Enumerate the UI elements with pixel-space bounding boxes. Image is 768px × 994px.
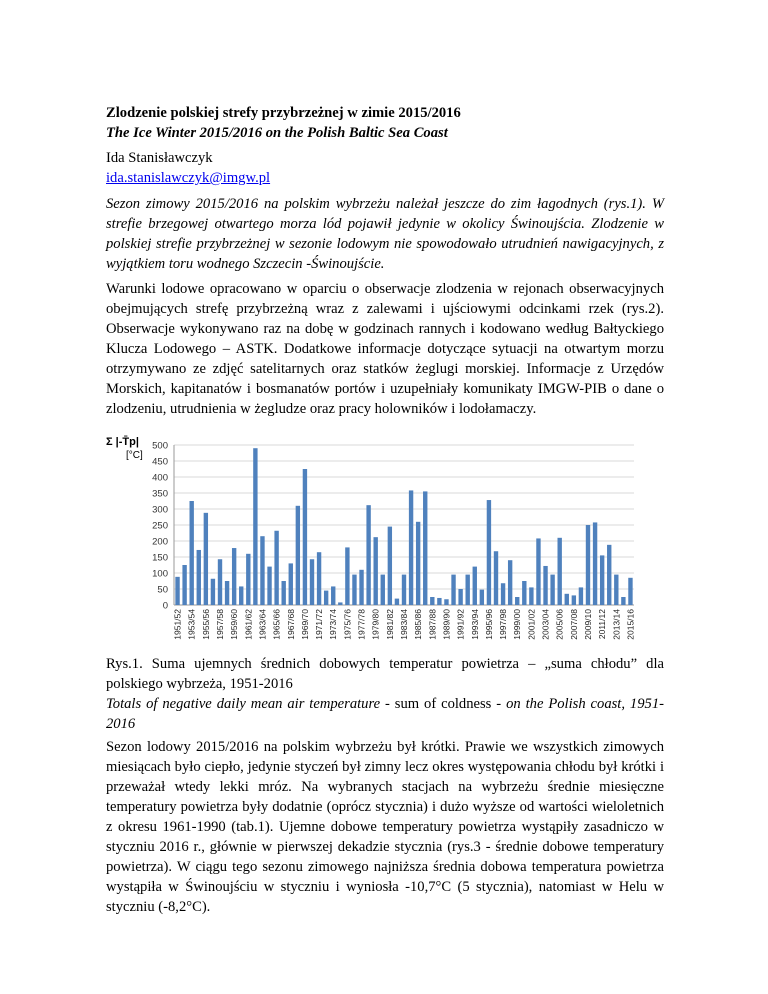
y-tick-label: 450	[152, 456, 168, 468]
bar-2001-02	[529, 587, 533, 605]
x-tick-label: 2011/12	[597, 609, 608, 640]
bar-1995-96	[487, 500, 491, 605]
bar-1990-91	[451, 575, 455, 605]
bar-2002-03	[536, 538, 540, 605]
x-tick-label: 1993/94	[469, 609, 480, 640]
bar-1970-71	[310, 559, 314, 605]
bar-1989-90	[444, 599, 448, 605]
x-tick-label: 1961/62	[243, 609, 254, 640]
x-tick-label: 1981/82	[384, 609, 395, 640]
bar-1979-80	[373, 537, 377, 605]
bar-1963-64	[260, 536, 264, 605]
bar-1969-70	[303, 469, 307, 605]
y-tick-label: 350	[152, 488, 168, 500]
x-tick-label: 1983/84	[399, 609, 409, 640]
author-block	[106, 148, 664, 188]
methods-paragraph: Warunki lodowe opracowano w oparciu o obserwacje zlodzenia w rejonach obserwacyjnych obejmujących strefę przybrzeżną wraz z zalewami i ujściowymi odcinkami rzek (rys.2). Obserwacje wykonywano raz na dobę w godzinach rannych i kodowano według Bałtyckiego Klucza Lodowego – ASTK. Dodatkowe informacje dotyczące sytuacji na otwartym morzu otrzymywano ze zdjęć satelitarnych oraz statków żeglugi morskiej. Informacje z Urzędów Morskich, kapitanatów i bosmanatów portów i uzupełniały komunikaty IMGW-PIB o dane o zlodzeniu, utrudnienia w żegludze oraz pracy holowników i lodołamaczy.	[106, 281, 664, 417]
x-tick-label: 1965/66	[271, 609, 282, 640]
chart-bars	[175, 448, 632, 605]
x-axis-ticks	[173, 609, 636, 640]
x-tick-label: 1971/72	[314, 609, 325, 640]
bar-2015-16	[628, 578, 632, 605]
x-tick-label: 2005/06	[554, 609, 565, 640]
bar-1986-87	[423, 491, 427, 605]
bar-1987-88	[430, 597, 434, 605]
bar-1954-55	[197, 550, 201, 605]
bar-2010-11	[593, 522, 597, 605]
bar-1977-78	[359, 570, 363, 605]
bar-1988-89	[437, 598, 441, 605]
bar-1959-60	[232, 548, 236, 605]
sum-of-coldness-chart	[104, 435, 640, 645]
bar-2014-15	[621, 597, 625, 605]
x-tick-label: 1959/60	[229, 609, 240, 640]
abstract: Sezon zimowy 2015/2016 na polskim wybrzeżu należał jeszcze do zim łagodnych (rys.1). W strefie brzegowej otwartego morza lód pojawił jedynie w okolicy Świnoujścia. Zlodzenie w polskiej strefie przybrzeżnej w sezonie lodowym nie spowodowało utrudnień nawigacyjnych, z wyjątkiem toru wodnego Szczecin -Świnoujście.	[106, 196, 664, 272]
bar-1985-86	[416, 522, 420, 605]
x-tick-label: 1963/64	[257, 609, 268, 640]
bar-1958-59	[225, 581, 229, 605]
bar-1978-79	[366, 505, 370, 605]
x-tick-label: 1985/86	[413, 609, 424, 640]
bar-1983-84	[402, 575, 406, 605]
bar-1982-83	[395, 599, 399, 605]
bar-1971-72	[317, 552, 321, 605]
x-tick-label: 2015/16	[625, 609, 636, 640]
x-tick-label: 1951/52	[172, 609, 183, 640]
x-tick-label: 2001/02	[526, 609, 537, 640]
bar-1973-74	[331, 586, 335, 605]
bar-1964-65	[267, 567, 271, 605]
bar-1996-97	[494, 551, 498, 605]
author-name: Ida Stanisławczyk	[106, 150, 213, 166]
bar-1966-67	[281, 581, 285, 605]
bar-1993-94	[473, 567, 477, 605]
bar-1961-62	[246, 554, 250, 605]
x-tick-label: 1969/70	[299, 609, 310, 640]
bar-1952-53	[182, 565, 186, 605]
x-tick-label: 1953/54	[186, 609, 197, 640]
y-tick-label: 400	[152, 472, 168, 484]
bar-2011-12	[600, 555, 604, 605]
x-tick-label: 1957/58	[215, 609, 225, 640]
bar-2013-14	[614, 575, 618, 605]
bar-1967-68	[289, 563, 293, 605]
y-tick-label: 500	[152, 440, 168, 452]
bar-1965-66	[274, 531, 278, 605]
bar-1951-52	[175, 577, 179, 605]
x-tick-label: 1999/00	[512, 609, 523, 640]
bar-1980-81	[381, 575, 385, 605]
x-tick-label: 2007/08	[568, 609, 579, 640]
bar-1962-63	[253, 448, 257, 605]
x-tick-label: 2009/10	[583, 609, 593, 640]
x-tick-label: 1987/88	[427, 609, 438, 640]
author-email-link[interactable]: ida.stanislawczyk@imgw.pl	[106, 170, 271, 186]
bar-2000-01	[522, 581, 526, 605]
y-tick-label: 0	[162, 600, 168, 612]
y-tick-label: 300	[152, 504, 168, 516]
y-axis-label-symbol: Σ |-T̄p|	[106, 436, 139, 448]
bar-1968-69	[296, 506, 300, 605]
title-polish: Zlodzenie polskiej strefy przybrzeżnej w zimie 2015/2016	[106, 105, 461, 121]
document-title	[106, 103, 664, 143]
y-tick-label: 250	[152, 520, 168, 532]
x-tick-label: 2013/14	[611, 609, 622, 640]
bar-1992-93	[465, 575, 469, 605]
x-tick-label: 1967/68	[285, 609, 296, 640]
bar-1956-57	[211, 579, 215, 605]
y-axis-ticks	[152, 441, 168, 612]
bar-1975-76	[345, 547, 349, 605]
x-tick-label: 1975/76	[342, 609, 353, 640]
bar-1953-54	[189, 501, 193, 605]
bar-1955-56	[204, 513, 208, 605]
x-tick-label: 1979/80	[370, 609, 381, 640]
bar-2009-10	[586, 525, 590, 605]
caption-english-mid: - sum of coldness -	[380, 696, 507, 712]
bar-2006-07	[565, 594, 569, 605]
chart-svg	[104, 435, 640, 645]
x-tick-label: 1995/96	[483, 609, 494, 640]
bar-2005-06	[557, 538, 561, 605]
bar-1981-82	[388, 527, 392, 605]
bar-1960-61	[239, 586, 243, 605]
title-english: The Ice Winter 2015/2016 on the Polish Baltic Sea Coast	[106, 125, 448, 141]
bar-1997-98	[501, 583, 505, 605]
bar-1984-85	[409, 490, 413, 605]
y-tick-label: 200	[152, 536, 168, 548]
bar-1998-99	[508, 560, 512, 605]
bar-1974-75	[338, 602, 342, 605]
caption-polish: Rys.1. Suma ujemnych średnich dobowych temperatur powietrza – „suma chłodu” dla polskiego wybrzeża, 1951-2016	[106, 656, 664, 692]
y-tick-label: 50	[157, 584, 168, 596]
caption-english-a: Totals of negative daily mean air temperature	[106, 696, 381, 712]
bar-1972-73	[324, 591, 328, 605]
caption-english-b: on the Polish coast, 1951-2016	[106, 696, 664, 732]
y-tick-label: 150	[152, 552, 168, 564]
x-tick-label: 1991/92	[455, 609, 466, 640]
bar-2012-13	[607, 545, 611, 605]
y-tick-label: 100	[152, 568, 168, 580]
x-tick-label: 1989/90	[441, 609, 452, 640]
bar-1994-95	[480, 590, 484, 605]
season-paragraph: Sezon lodowy 2015/2016 na polskim wybrzeżu był krótki. Prawie we wszystkich zimowych miesiącach było ciepło, jedynie styczeń był zimny lecz okres występowania chłodu był krótki i przeważał wtedy lekki mróz. Na wybranych stacjach na wybrzeżu średnie miesięczne temperatury powietrza były dodatnie (oprócz stycznia) i dużo wyższe od wartości wieloletnich z okresu 1961-1990 (tab.1). Ujemne dobowe temperatury powietrza wystąpiły zasadniczo w styczniu 2016 r., głównie w pierwszej dekadzie stycznia (rys.3 - średnie dobowe temperatury powietrza). W ciągu tego sezonu zimowego najniższa średnia dobowa temperatura powietrza wystąpiła w Świnoujściu w styczniu i wyniosła -10,7°C (5 stycznia), natomiast w Helu w styczniu (-8,2°C).	[106, 739, 664, 915]
bar-1999-00	[515, 597, 519, 605]
x-tick-label: 2003/04	[540, 609, 551, 640]
figure-caption	[106, 654, 664, 734]
bar-1957-58	[218, 559, 222, 605]
bar-1976-77	[352, 575, 356, 605]
x-tick-label: 1955/56	[200, 609, 211, 640]
bar-2004-05	[550, 575, 554, 605]
bar-2007-08	[572, 595, 576, 605]
y-axis-label-unit: [°C]	[126, 450, 143, 461]
x-tick-label: 1977/78	[356, 609, 367, 640]
bar-2008-09	[579, 587, 583, 605]
bar-2003-04	[543, 566, 547, 605]
x-tick-label: 1973/74	[328, 609, 339, 640]
bar-1991-92	[458, 589, 462, 605]
x-tick-label: 1997/98	[498, 609, 509, 640]
